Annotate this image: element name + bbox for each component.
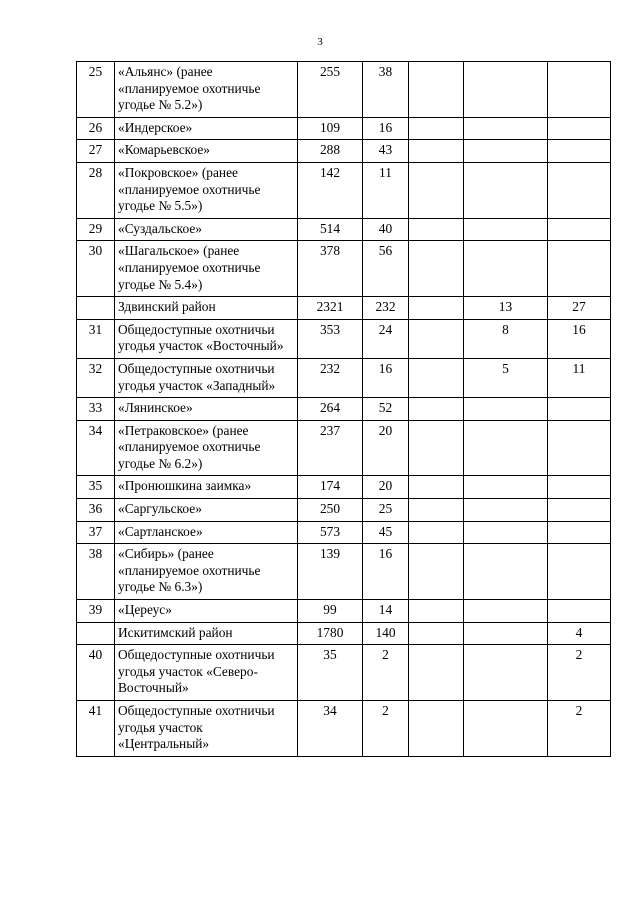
value-col-1-cell: 34 bbox=[298, 701, 363, 757]
value-col-1-cell: 35 bbox=[298, 645, 363, 701]
value-col-3-cell bbox=[409, 476, 464, 499]
row-number-cell: 38 bbox=[77, 544, 115, 600]
district-summary-row bbox=[77, 622, 611, 645]
table-row bbox=[77, 218, 611, 241]
value-col-2-cell: 40 bbox=[363, 218, 409, 241]
value-col-3-cell bbox=[409, 297, 464, 320]
value-col-1-cell: 2321 bbox=[298, 297, 363, 320]
value-col-2-cell: 11 bbox=[363, 162, 409, 218]
value-col-2-cell: 2 bbox=[363, 645, 409, 701]
value-col-5-cell bbox=[548, 499, 611, 522]
hunting-ground-name-cell: Общедоступные охотничьи угодья участок «Западный» bbox=[115, 358, 298, 397]
value-col-5-cell bbox=[548, 521, 611, 544]
value-col-3-cell bbox=[409, 544, 464, 600]
value-col-1-cell: 353 bbox=[298, 319, 363, 358]
value-col-5-cell bbox=[548, 241, 611, 297]
row-number-cell: 30 bbox=[77, 241, 115, 297]
value-col-1-cell: 237 bbox=[298, 420, 363, 476]
hunting-ground-name-cell: «Сибирь» (ранее «планируемое охотничье угодье № 6.3») bbox=[115, 544, 298, 600]
value-col-3-cell bbox=[409, 701, 464, 757]
row-number-cell: 40 bbox=[77, 645, 115, 701]
page-number: 3 bbox=[317, 36, 323, 48]
value-col-5-cell bbox=[548, 544, 611, 600]
value-col-2-cell: 24 bbox=[363, 319, 409, 358]
row-number-cell: 32 bbox=[77, 358, 115, 397]
hunting-ground-name-cell: «Индерское» bbox=[115, 117, 298, 140]
value-col-1-cell: 264 bbox=[298, 398, 363, 421]
value-col-4-cell bbox=[464, 241, 548, 297]
hunting-ground-name-cell: «Шагальское» (ранее «планируемое охотничье угодье № 5.4») bbox=[115, 241, 298, 297]
value-col-4-cell bbox=[464, 140, 548, 163]
value-col-1-cell: 109 bbox=[298, 117, 363, 140]
row-number-cell: 41 bbox=[77, 701, 115, 757]
value-col-2-cell: 16 bbox=[363, 117, 409, 140]
value-col-5-cell bbox=[548, 117, 611, 140]
value-col-3-cell bbox=[409, 358, 464, 397]
value-col-5-cell: 2 bbox=[548, 701, 611, 757]
row-number-cell: 36 bbox=[77, 499, 115, 522]
district-summary-row bbox=[77, 297, 611, 320]
value-col-4-cell bbox=[464, 544, 548, 600]
row-number-cell: 27 bbox=[77, 140, 115, 163]
value-col-5-cell: 27 bbox=[548, 297, 611, 320]
value-col-1-cell: 250 bbox=[298, 499, 363, 522]
value-col-3-cell bbox=[409, 241, 464, 297]
value-col-2-cell: 52 bbox=[363, 398, 409, 421]
value-col-1-cell: 139 bbox=[298, 544, 363, 600]
row-number-cell: 37 bbox=[77, 521, 115, 544]
value-col-4-cell: 5 bbox=[464, 358, 548, 397]
table-row bbox=[77, 499, 611, 522]
value-col-4-cell bbox=[464, 600, 548, 623]
value-col-1-cell: 232 bbox=[298, 358, 363, 397]
hunting-ground-name-cell: Общедоступные охотничьи угодья участок «Восточный» bbox=[115, 319, 298, 358]
value-col-1-cell: 573 bbox=[298, 521, 363, 544]
value-col-4-cell bbox=[464, 622, 548, 645]
value-col-1-cell: 255 bbox=[298, 62, 363, 118]
hunting-ground-name-cell: Общедоступные охотничьи угодья участок «Центральный» bbox=[115, 701, 298, 757]
value-col-5-cell bbox=[548, 476, 611, 499]
value-col-2-cell: 16 bbox=[363, 358, 409, 397]
value-col-2-cell: 14 bbox=[363, 600, 409, 623]
table-row bbox=[77, 645, 611, 701]
value-col-2-cell: 2 bbox=[363, 701, 409, 757]
table-row bbox=[77, 117, 611, 140]
table-row bbox=[77, 420, 611, 476]
value-col-3-cell bbox=[409, 218, 464, 241]
value-col-2-cell: 43 bbox=[363, 140, 409, 163]
hunting-ground-name-cell: Искитимский район bbox=[115, 622, 298, 645]
hunting-ground-name-cell: «Пронюшкина заимка» bbox=[115, 476, 298, 499]
value-col-2-cell: 232 bbox=[363, 297, 409, 320]
value-col-5-cell: 2 bbox=[548, 645, 611, 701]
value-col-3-cell bbox=[409, 140, 464, 163]
table-row bbox=[77, 162, 611, 218]
row-number-cell bbox=[77, 622, 115, 645]
value-col-3-cell bbox=[409, 62, 464, 118]
value-col-4-cell bbox=[464, 398, 548, 421]
value-col-3-cell bbox=[409, 521, 464, 544]
hunting-grounds-table bbox=[76, 61, 611, 757]
table-row bbox=[77, 600, 611, 623]
hunting-ground-name-cell: «Суздальское» bbox=[115, 218, 298, 241]
hunting-ground-name-cell: «Покровское» (ранее «планируемое охотничье угодье № 5.5») bbox=[115, 162, 298, 218]
value-col-4-cell: 13 bbox=[464, 297, 548, 320]
value-col-4-cell bbox=[464, 117, 548, 140]
value-col-5-cell bbox=[548, 398, 611, 421]
value-col-1-cell: 514 bbox=[298, 218, 363, 241]
value-col-1-cell: 1780 bbox=[298, 622, 363, 645]
value-col-3-cell bbox=[409, 420, 464, 476]
table-row bbox=[77, 544, 611, 600]
row-number-cell: 25 bbox=[77, 62, 115, 118]
value-col-4-cell bbox=[464, 701, 548, 757]
value-col-1-cell: 174 bbox=[298, 476, 363, 499]
hunting-ground-name-cell: «Лянинское» bbox=[115, 398, 298, 421]
table-row bbox=[77, 398, 611, 421]
value-col-4-cell: 8 bbox=[464, 319, 548, 358]
row-number-cell: 26 bbox=[77, 117, 115, 140]
value-col-3-cell bbox=[409, 499, 464, 522]
row-number-cell bbox=[77, 297, 115, 320]
value-col-2-cell: 38 bbox=[363, 62, 409, 118]
value-col-2-cell: 20 bbox=[363, 476, 409, 499]
row-number-cell: 33 bbox=[77, 398, 115, 421]
value-col-5-cell: 4 bbox=[548, 622, 611, 645]
row-number-cell: 34 bbox=[77, 420, 115, 476]
hunting-ground-name-cell: «Петраковское» (ранее «планируемое охотничье угодье № 6.2») bbox=[115, 420, 298, 476]
value-col-3-cell bbox=[409, 162, 464, 218]
hunting-ground-name-cell: «Комарьевское» bbox=[115, 140, 298, 163]
row-number-cell: 29 bbox=[77, 218, 115, 241]
table-row bbox=[77, 140, 611, 163]
value-col-4-cell bbox=[464, 476, 548, 499]
table-row bbox=[77, 241, 611, 297]
hunting-ground-name-cell: Здвинский район bbox=[115, 297, 298, 320]
value-col-4-cell bbox=[464, 645, 548, 701]
hunting-ground-name-cell: «Альянс» (ранее «планируемое охотничье угодье № 5.2») bbox=[115, 62, 298, 118]
value-col-3-cell bbox=[409, 398, 464, 421]
value-col-5-cell bbox=[548, 420, 611, 476]
value-col-1-cell: 288 bbox=[298, 140, 363, 163]
hunting-ground-name-cell: «Саргульское» bbox=[115, 499, 298, 522]
value-col-3-cell bbox=[409, 117, 464, 140]
table-row bbox=[77, 319, 611, 358]
value-col-5-cell: 16 bbox=[548, 319, 611, 358]
value-col-5-cell bbox=[548, 600, 611, 623]
value-col-3-cell bbox=[409, 600, 464, 623]
value-col-3-cell bbox=[409, 645, 464, 701]
row-number-cell: 31 bbox=[77, 319, 115, 358]
value-col-5-cell bbox=[548, 140, 611, 163]
value-col-1-cell: 378 bbox=[298, 241, 363, 297]
table-row bbox=[77, 358, 611, 397]
table-row bbox=[77, 62, 611, 118]
value-col-3-cell bbox=[409, 319, 464, 358]
value-col-5-cell bbox=[548, 218, 611, 241]
table-row bbox=[77, 476, 611, 499]
value-col-2-cell: 16 bbox=[363, 544, 409, 600]
value-col-4-cell bbox=[464, 420, 548, 476]
value-col-4-cell bbox=[464, 499, 548, 522]
value-col-2-cell: 25 bbox=[363, 499, 409, 522]
value-col-5-cell bbox=[548, 62, 611, 118]
value-col-5-cell: 11 bbox=[548, 358, 611, 397]
value-col-4-cell bbox=[464, 521, 548, 544]
value-col-3-cell bbox=[409, 622, 464, 645]
hunting-ground-name-cell: «Цереус» bbox=[115, 600, 298, 623]
value-col-4-cell bbox=[464, 218, 548, 241]
value-col-2-cell: 56 bbox=[363, 241, 409, 297]
table-row bbox=[77, 701, 611, 757]
value-col-2-cell: 140 bbox=[363, 622, 409, 645]
row-number-cell: 28 bbox=[77, 162, 115, 218]
value-col-1-cell: 99 bbox=[298, 600, 363, 623]
hunting-ground-name-cell: Общедоступные охотничьи угодья участок «Северо-Восточный» bbox=[115, 645, 298, 701]
table-row bbox=[77, 521, 611, 544]
table-body bbox=[77, 62, 611, 757]
value-col-4-cell bbox=[464, 162, 548, 218]
value-col-5-cell bbox=[548, 162, 611, 218]
value-col-2-cell: 45 bbox=[363, 521, 409, 544]
value-col-1-cell: 142 bbox=[298, 162, 363, 218]
row-number-cell: 35 bbox=[77, 476, 115, 499]
row-number-cell: 39 bbox=[77, 600, 115, 623]
hunting-ground-name-cell: «Сартланское» bbox=[115, 521, 298, 544]
value-col-4-cell bbox=[464, 62, 548, 118]
value-col-2-cell: 20 bbox=[363, 420, 409, 476]
